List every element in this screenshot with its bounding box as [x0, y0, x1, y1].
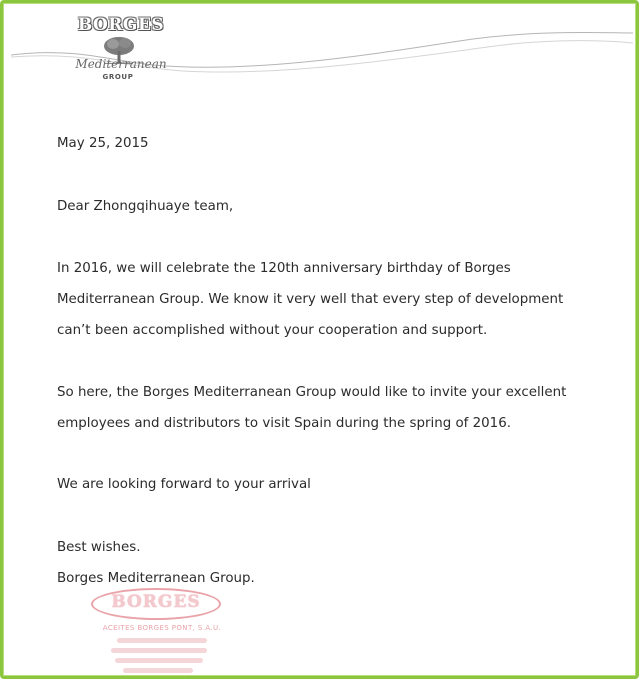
paragraph1-line1: In 2016, we will celebrate the 120th anniversary birthday of Borges — [57, 261, 511, 276]
paragraph2-line1: So here, the Borges Mediterranean Group would like to invite your excellent — [57, 385, 567, 400]
paragraph2-line2: employees and distributors to visit Spain during the spring of 2016. — [57, 416, 511, 431]
logo-script-text: Mediterranean — [75, 57, 167, 71]
borges-logo — [63, 13, 173, 83]
logo-brand-text: BORGES — [77, 15, 165, 35]
paragraph1-line2: Mediterranean Group. We know it very well that every step of development — [57, 292, 564, 307]
paragraph3: We are looking forward to your arrival — [57, 477, 311, 492]
stamp-line1: ACEITES BORGES PONT, S.A.U. — [102, 624, 222, 632]
stamp-smudge — [115, 658, 203, 663]
stamp-brand: BORGES — [111, 592, 201, 612]
stamp-smudge — [111, 648, 207, 653]
company-stamp — [77, 588, 247, 679]
stamp-smudge — [117, 638, 207, 643]
letter-signature: Borges Mediterranean Group. — [57, 571, 255, 586]
letter-salutation: Dear Zhongqihuaye team, — [57, 199, 234, 214]
stamp-smudge — [123, 668, 193, 673]
paragraph1-line3: can’t been accomplished without your cooperation and support. — [57, 323, 488, 338]
letter-date: May 25, 2015 — [57, 136, 149, 151]
logo-group-text: GROUP — [102, 73, 134, 81]
letter-closing: Best wishes. — [57, 540, 141, 555]
